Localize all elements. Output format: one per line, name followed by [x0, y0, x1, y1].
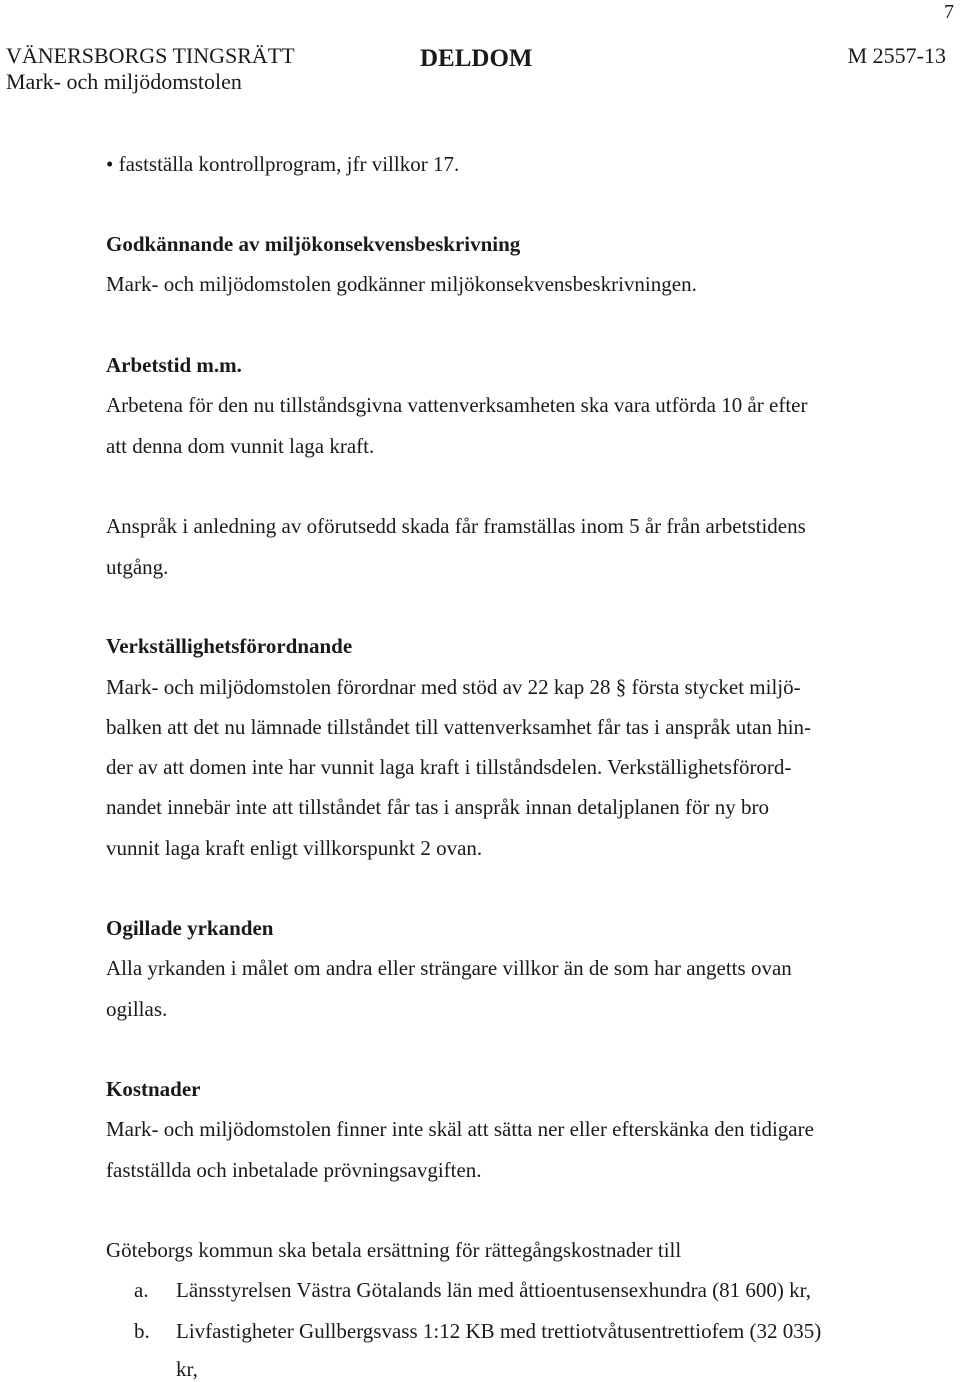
section-heading-godkannande: Godkännande av miljökonsekvensbeskrivning	[106, 232, 521, 256]
paragraph-line: Alla yrkanden i målet om andra eller strängare villkor än de som har angetts ovan	[106, 956, 792, 980]
list-letter: a.	[134, 1278, 149, 1302]
list-item-text-continued: kr,	[176, 1357, 198, 1381]
case-number: M 2557-13	[847, 43, 946, 68]
paragraph-line: Anspråk i anledning av oförutsedd skada får framställas inom 5 år från arbetstidens	[106, 514, 806, 538]
document-type: DELDOM	[420, 45, 533, 72]
section-heading-arbetstid: Arbetstid m.m.	[106, 353, 242, 377]
paragraph-line: Göteborgs kommun ska betala ersättning för rättegångskostnader till	[106, 1238, 682, 1262]
section-heading-ogillade: Ogillade yrkanden	[106, 916, 274, 940]
list-letter: b.	[134, 1319, 150, 1343]
paragraph-line: vunnit laga kraft enligt villkorspunkt 2 ovan.	[106, 836, 483, 860]
court-name: VÄNERSBORGS TINGSRÄTT	[6, 43, 295, 68]
paragraph-line: ogillas.	[106, 997, 168, 1021]
bullet-text: fastställa kontrollprogram, jfr villkor 17.	[118, 152, 460, 176]
section-heading-kostnader: Kostnader	[106, 1077, 201, 1101]
paragraph-line: fastställda och inbetalade prövningsavgiften.	[106, 1158, 482, 1182]
paragraph-line: Mark- och miljödomstolen förordnar med stöd av 22 kap 28 § första stycket miljö-	[106, 675, 801, 699]
paragraph-line: nandet innebär inte att tillståndet får tas i anspråk innan detaljplanen för ny bro	[106, 795, 770, 819]
paragraph-line: Arbetena för den nu tillståndsgivna vattenverksamheten ska vara utförda 10 år efter	[106, 393, 808, 417]
paragraph-line: Mark- och miljödomstolen godkänner miljökonsekvensbeskrivningen.	[106, 272, 697, 296]
paragraph-line: att denna dom vunnit laga kraft.	[106, 434, 375, 458]
list-item-text: Livfastigheter Gullbergsvass 1:12 KB med trettiotvåtusentrettiofem (32 035)	[176, 1319, 822, 1343]
bullet-symbol: •	[106, 152, 114, 176]
paragraph-line: Mark- och miljödomstolen finner inte skäl att sätta ner eller efterskänka den tidigare	[106, 1117, 814, 1141]
court-department: Mark- och miljödomstolen	[6, 69, 242, 94]
bullet-item	[106, 152, 459, 176]
paragraph-line: utgång.	[106, 555, 169, 579]
list-item-text: Länsstyrelsen Västra Götalands län med åttioentusensexhundra (81 600) kr,	[176, 1278, 812, 1302]
paragraph-line: balken att det nu lämnade tillståndet till vattenverksamhet får tas i anspråk utan hin-	[106, 715, 812, 739]
section-heading-verkstallighet: Verkställighetsförordnande	[106, 634, 353, 658]
page-number: 7	[944, 1, 954, 23]
paragraph-line: der av att domen inte har vunnit laga kraft i tillståndsdelen. Verkställighetsförord-	[106, 755, 792, 779]
